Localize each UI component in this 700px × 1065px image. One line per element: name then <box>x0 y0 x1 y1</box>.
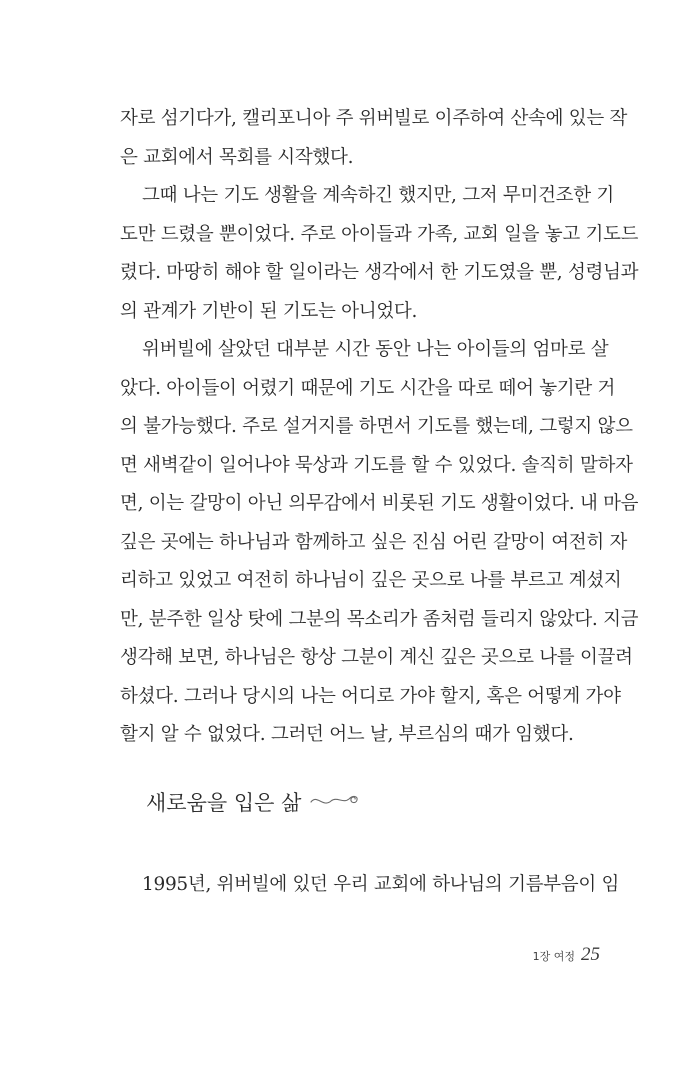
text-line: 렸다. 마땅히 해야 할 일이라는 생각에서 한 기도였을 뿐, 성령님과 <box>120 262 639 283</box>
body-text <box>120 100 639 755</box>
section-heading-text: 새로움을 입은 삶 <box>146 791 302 815</box>
text-line: 도만 드렸을 뿐이었다. 주로 아이들과 가족, 교회 일을 놓고 기도드 <box>120 223 639 245</box>
text-line: 리하고 있었고 여전히 하나님이 깊은 곳으로 나를 부르고 계셨지 <box>120 570 622 591</box>
text-line: 1995년, 위버빌에 있던 우리 교회에 하나님의 기름부음이 임 <box>142 874 620 895</box>
next-paragraph <box>120 866 620 905</box>
text-line: 할지 알 수 없었다. 그러던 어느 날, 부르심의 때가 임했다. <box>120 724 574 745</box>
text-line: 하셨다. 그러나 당시의 나는 어디로 가야 할지, 혹은 어떻게 가야 <box>120 685 621 707</box>
text-line: 의 관계가 기반이 된 기도는 아니었다. <box>120 300 418 322</box>
text-line: 위버빌에 살았던 대부분 시간 동안 나는 아이들의 엄마로 살 <box>142 339 609 360</box>
flourish-swirl-icon <box>309 783 361 823</box>
section-heading <box>146 783 361 823</box>
text-line: 생각해 보면, 하나님은 항상 그분이 계신 깊은 곳으로 나를 이끌려 <box>120 647 633 668</box>
text-line: 깊은 곳에는 하나님과 함께하고 싶은 진심 어린 갈망이 여전히 자 <box>120 531 628 553</box>
text-line: 면, 이는 갈망이 아닌 의무감에서 비롯된 기도 생활이었다. 내 마음 <box>120 493 639 514</box>
text-line: 았다. 아이들이 어렸기 때문에 기도 시간을 따로 떼어 놓기란 거 <box>120 377 616 399</box>
text-line: 은 교회에서 목회를 시작했다. <box>120 146 354 168</box>
page-footer <box>500 944 600 968</box>
text-line: 만, 분주한 일상 탓에 그분의 목소리가 좀처럼 들리지 않았다. 지금 <box>120 608 639 630</box>
text-line: 면 새벽같이 일어나야 묵상과 기도를 할 수 있었다. 솔직히 말하자 <box>120 454 633 476</box>
page-number: 25 <box>581 944 600 965</box>
text-line: 그때 나는 기도 생활을 계속하긴 했지만, 그저 무미건조한 기 <box>142 185 614 206</box>
text-line: 의 불가능했다. 주로 설거지를 하면서 기도를 했는데, 그렇지 않으 <box>120 416 633 437</box>
text-line: 자로 섬기다가, 캘리포니아 주 위버빌로 이주하여 산속에 있는 작 <box>120 108 628 129</box>
chapter-label: 1장 여정 <box>532 950 575 963</box>
